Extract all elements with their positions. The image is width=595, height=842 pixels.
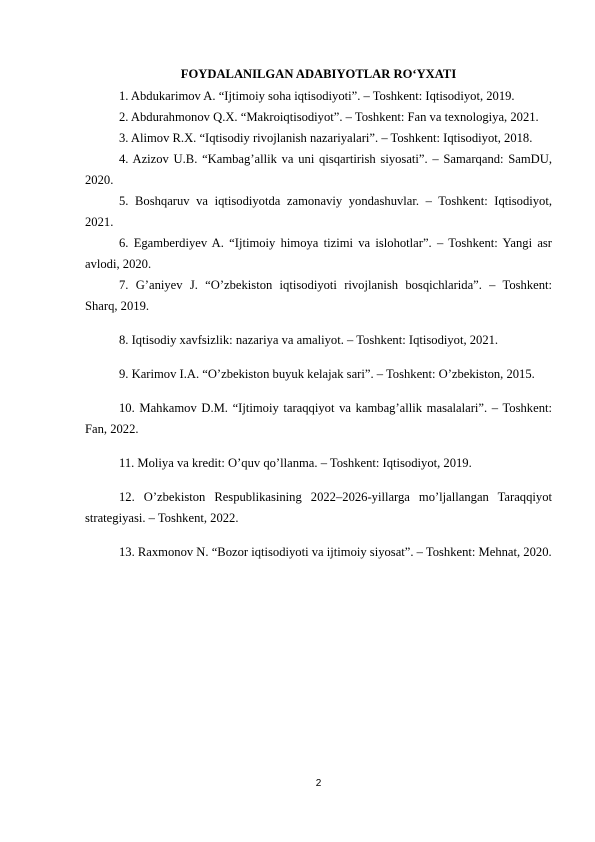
reference-item-7: 7. G’aniyev J. “O’zbekiston iqtisodiyoti rivojlanish bosqichlarida”. – Toshkent: Sharq, 2019.: [85, 278, 552, 313]
reference-item-5: 5. Boshqaruv va iqtisodiyotda zamonaviy yondashuvlar. – Toshkent: Iqtisodiyot, 2021.: [85, 194, 552, 229]
reference-item-13: 13. Raxmonov N. “Bozor iqtisodiyoti va ijtimoiy siyosat”. – Toshkent: Mehnat, 2020.: [119, 545, 552, 559]
reference-item-1: 1. Abdukarimov A. “Ijtimoiy soha iqtisodiyoti”. – Toshkent: Iqtisodiyot, 2019.: [119, 89, 515, 103]
reference-list: [85, 86, 552, 563]
reference-item-12: 12. O’zbekiston Respublikasining 2022–2026-yillarga mo’ljallangan Taraqqiyot strategiyasi. – Toshkent, 2022.: [85, 490, 552, 525]
reference-item-6: 6. Egamberdiyev A. “Ijtimoiy himoya tizimi va islohotlar”. – Toshkent: Yangi asr avlodi, 2020.: [85, 236, 552, 271]
reference-item-8: 8. Iqtisodiy xavfsizlik: nazariya va amaliyot. – Toshkent: Iqtisodiyot, 2021.: [119, 333, 499, 347]
reference-item-3: 3. Alimov R.X. “Iqtisodiy rivojlanish nazariyalari”. – Toshkent: Iqtisodiyot, 2018.: [119, 131, 533, 145]
page-number: 2: [315, 778, 322, 789]
reference-item-9: 9. Karimov I.A. “O’zbekiston buyuk kelajak sari”. – Toshkent: O’zbekiston, 2015.: [119, 367, 535, 381]
reference-item-4: 4. Azizov U.B. “Kambag’allik va uni qisqartirish siyosati”. – Samarqand: SamDU, 2020.: [85, 152, 552, 187]
reference-item-11: 11. Moliya va kredit: O’quv qo’llanma. – Toshkent: Iqtisodiyot, 2019.: [119, 456, 472, 470]
page-title: FOYDALANILGAN ADABIYOTLAR RO‘YXATI: [180, 67, 457, 81]
reference-item-10: 10. Mahkamov D.M. “Ijtimoiy taraqqiyot va kambag’allik masalalari”. – Toshkent: Fan, 2022.: [85, 401, 552, 436]
reference-item-2: 2. Abdurahmonov Q.X. “Makroiqtisodiyot”. – Toshkent: Fan va texnologiya, 2021.: [119, 110, 539, 124]
